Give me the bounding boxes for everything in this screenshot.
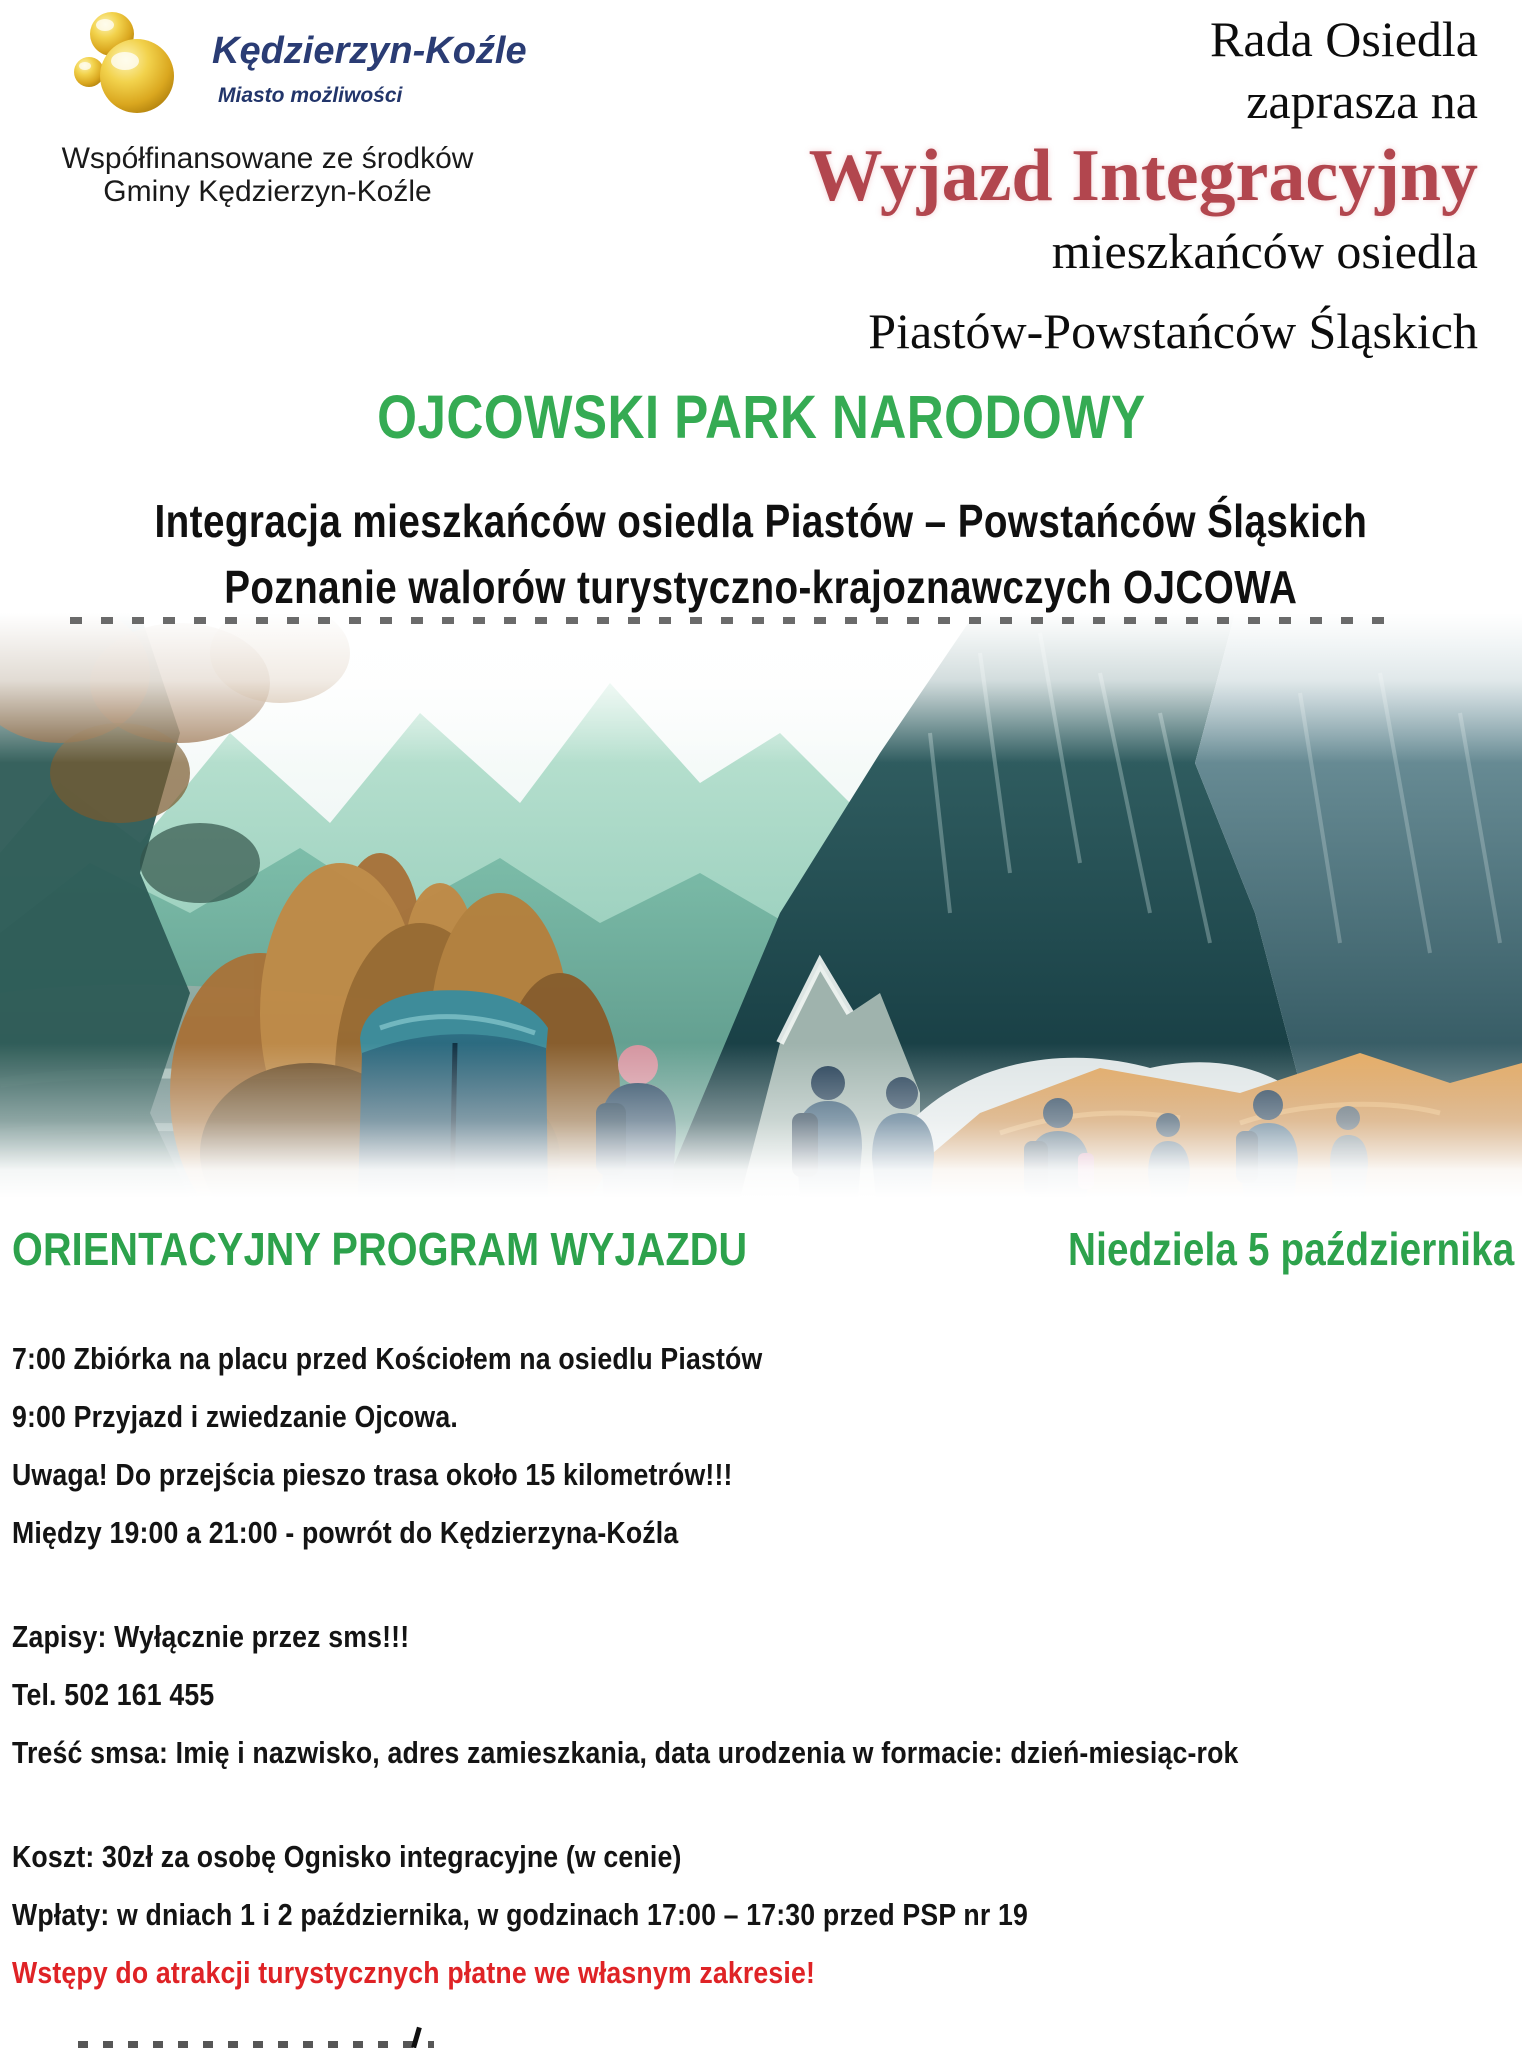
- cropped-text-remnant-bottom: [78, 2041, 434, 2048]
- city-logo-title: Kędzierzyn-Koźle: [212, 30, 527, 72]
- invite-audience: mieszkańców osiedla: [1051, 223, 1478, 279]
- invitation-block: [809, 8, 1478, 362]
- program-date: [983, 1222, 1514, 1276]
- schedule-line-3: [12, 1446, 1438, 1504]
- payment-line-1-text: Koszt: 30zł za osobę Ognisko integracyjne (w cenie): [12, 1839, 682, 1874]
- signup-phone: [12, 1666, 1438, 1724]
- schedule-line-2-text: 9:00 Przyjazd i zwiedzanie Ojcowa.: [12, 1399, 458, 1434]
- payment-line-2-text: Wpłaty: w dniach 1 i 2 października, w godzinach 17:00 – 17:30 przed PSP nr 19: [12, 1897, 1028, 1932]
- mountain-hike-photo: [0, 613, 1522, 1198]
- payment-line-1: [12, 1828, 1438, 1886]
- signup-line-1: [12, 1608, 1438, 1666]
- invite-verb: zaprasza na: [1246, 73, 1478, 129]
- program-heading: [12, 1222, 867, 1276]
- funding-line-2: Gminy Kędzierzyn-Koźle: [103, 175, 432, 208]
- cropped-text-remnant-top: [70, 617, 1400, 624]
- funding-note: [0, 142, 535, 208]
- schedule-line-4: [12, 1504, 1438, 1562]
- program-date-text: Niedziela 5 października: [1067, 1223, 1514, 1275]
- city-logo-spheres-icon: [55, 6, 205, 136]
- funding-line-1: Współfinansowane ze środków: [61, 142, 474, 175]
- destination-heading: [0, 382, 1522, 452]
- program-body: [12, 1330, 1438, 2002]
- signup-line-1-text: Zapisy: Wyłącznie przez sms!!!: [12, 1619, 410, 1654]
- signup-line-3-text: Treść smsa: Imię i nazwisko, adres zamieszkania, data urodzenia w formacie: dzień-miesiąc-rok: [12, 1735, 1239, 1770]
- destination-heading-text: OJCOWSKI PARK NARODOWY: [376, 383, 1146, 451]
- notice-line-text: Wstępy do atrakcji turystycznych płatne we własnym zakresie!: [12, 1955, 816, 1990]
- event-title: Wyjazd Integracyjny: [808, 135, 1478, 217]
- schedule-line-2: [12, 1388, 1438, 1446]
- goal-line-2-text: Poznanie walorów turystyczno-krajoznawczych OJCOWA: [224, 561, 1298, 613]
- goal-line-1-text: Integracja mieszkańców osiedla Piastów – Powstańców Śląskich: [154, 495, 1368, 547]
- photo-bottom-fade: [0, 1043, 1522, 1198]
- photo-top-fog: [0, 613, 1522, 763]
- invite-org: Rada Osiedla: [1210, 11, 1478, 67]
- goal-line-1: [0, 494, 1522, 548]
- program-heading-text: ORIENTACYJNY PROGRAM WYJAZDU: [12, 1223, 748, 1275]
- schedule-line-1-text: 7:00 Zbiórka na placu przed Kościołem na osiedlu Piastów: [12, 1341, 763, 1376]
- schedule-line-3-text: Uwaga! Do przejścia pieszo trasa około 15 kilometrów!!!: [12, 1457, 733, 1492]
- invite-district: Piastów-Powstańców Śląskich: [868, 303, 1478, 359]
- payment-line-2: [12, 1886, 1438, 1944]
- notice-line: [12, 1944, 1438, 2002]
- signup-phone-text: Tel. 502 161 455: [12, 1677, 215, 1712]
- schedule-line-1: [12, 1330, 1438, 1388]
- goal-line-2: [0, 560, 1522, 614]
- signup-line-3: [12, 1724, 1438, 1782]
- spacer: [12, 1562, 1438, 1608]
- city-logo-tagline: Miasto możliwości: [218, 84, 403, 107]
- spacer: [12, 1782, 1438, 1828]
- schedule-line-4-text: Między 19:00 a 21:00 - powrót do Kędzierzyna-Koźla: [12, 1515, 679, 1550]
